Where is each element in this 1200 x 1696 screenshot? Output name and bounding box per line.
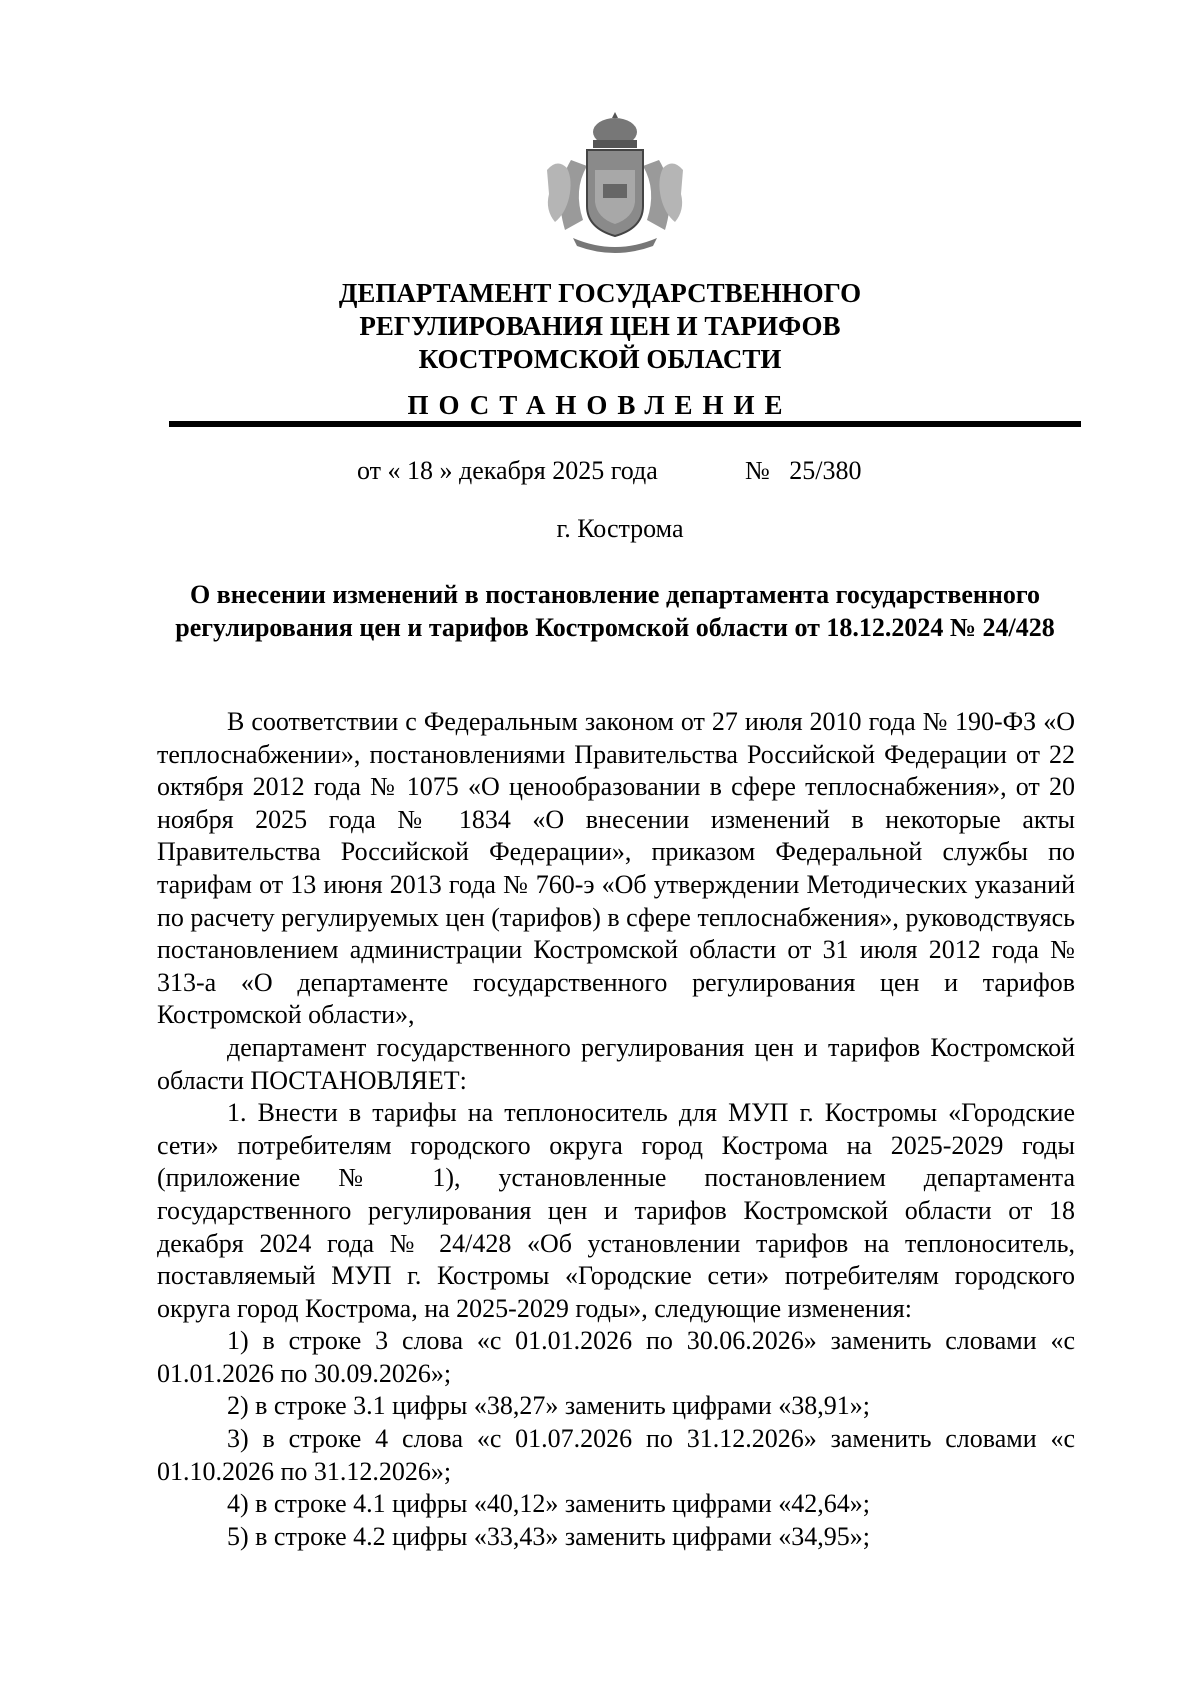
paragraph-subitem-1: 1) в строке 3 слова «с 01.01.2026 по 30.06.2026» заменить словами «с 01.01.2026 по 30.09.2026»;: [157, 1326, 1075, 1388]
department-name-line-2: РЕГУЛИРОВАНИЯ ЦЕН И ТАРИФОВ: [359, 311, 841, 341]
header-divider: [169, 421, 1081, 427]
document-city: г. Кострома: [556, 514, 684, 543]
paragraph-item-1: 1. Внести в тарифы на теплоноситель для МУП г. Костромы «Городские сети» потребителям городского округа город Кострома на 2025-2029 годы (приложение № 1), установленные постановлением департамента государственного регулирования цен и тарифов Костромской области от 18 декабря 2024 года № 24/428 «Об установлении тарифов на теплоноситель, поставляемый МУП г. Костромы «Городские сети» потребителям городского округа город Кострома, на 2025-2029 годы», следующие изменения:: [157, 1098, 1075, 1323]
coat-of-arms-emblem: [543, 110, 687, 258]
department-name: [0, 277, 1200, 376]
department-name-line-1: ДЕПАРТАМЕНТ ГОСУДАРСТВЕННОГО: [338, 278, 862, 308]
paragraph-subitem-4: 4) в строке 4.1 цифры «40,12» заменить цифрами «42,64»;: [227, 1489, 870, 1519]
document-type-title: ПОСТАНОВЛЕНИЕ: [407, 390, 793, 420]
department-name-line-3: КОСТРОМСКОЙ ОБЛАСТИ: [418, 344, 782, 374]
document-number: № 25/380: [745, 456, 862, 485]
paragraph-legal-basis: В соответствии с Федеральным законом от 27 июля 2010 года № 190-ФЗ «О теплоснабжении», постановлениями Правительства Российской Федерации от 22 октября 2012 года № 1075 «О ценообразовании в сфере теплоснабжения», от 20 ноября 2025 года № 1834 «О внесении изменений в некоторые акты Правительства Российской Федерации», приказом Федеральной службы по тарифам от 13 июня 2013 года № 760-э «Об утверждении Методических указаний по расчету регулируемых цен (тарифов) в сфере теплоснабжения», руководствуясь постановлением администрации Костромской области от 31 июля 2012 года № 313-а «О департаменте государственного регулирования цен и тарифов Костромской области»,: [157, 707, 1075, 1030]
document-subject: О внесении изменений в постановление департамента государственного регулирования цен и тарифов Костромской области от 18.12.2024 № 24/428: [175, 580, 1055, 642]
paragraph-resolves: департамент государственного регулирования цен и тарифов Костромской области ПОСТАНОВЛЯЕТ:: [157, 1032, 1075, 1095]
paragraph-subitem-2: 2) в строке 3.1 цифры «38,27» заменить цифрами «38,91»;: [227, 1391, 870, 1421]
document-body: [157, 706, 1075, 1553]
document-date: от « 18 » декабря 2025 года: [357, 456, 658, 485]
paragraph-subitem-3: 3) в строке 4 слова «с 01.07.2026 по 31.12.2026» заменить словами «с 01.10.2026 по 31.12.2026»;: [157, 1424, 1075, 1486]
paragraph-subitem-5: 5) в строке 4.2 цифры «33,43» заменить цифрами «34,95»;: [227, 1521, 870, 1551]
